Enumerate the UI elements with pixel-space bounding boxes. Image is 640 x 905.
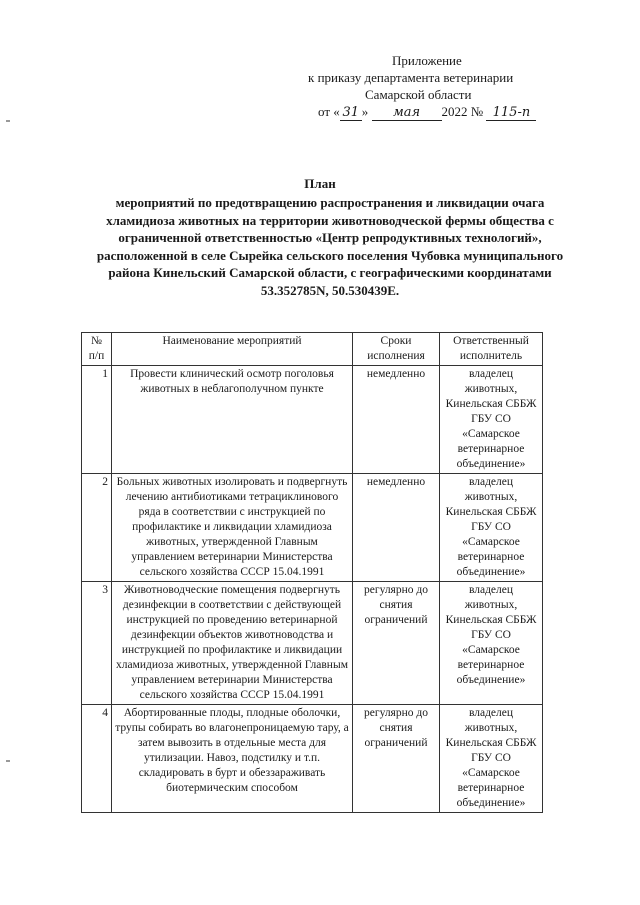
row-resp: владелец животных, Кинельская СББЖ ГБУ СО «Самарское ветеринарное объединение» [440,366,543,474]
appendix-region: Самарской области [365,87,472,102]
date-prefix: от « [318,104,340,119]
header-resp: Ответственный исполнитель [440,333,543,366]
row-term: регулярно до снятия ограничений [353,705,440,813]
header-term: Сроки исполнения [353,333,440,366]
date-year: 2022 № [441,104,484,119]
row-resp: владелец животных, Кинельская СББЖ ГБУ СО «Самарское ветеринарное объединение» [440,474,543,582]
date-mid: » [361,104,369,119]
table-row [82,582,543,705]
scan-speck [6,120,10,122]
appendix-order-ref: к приказу департамента ветеринарии [308,70,514,85]
row-name: Больных животных изолировать и подвергнуть лечению антибиотиками тетрациклинового ряда в соответствии с инструкцией по профилактике и ликвидации хламидиоза животных, утвержденной Главным управлением ветеринарии Министерства сельского хозяйства СССР 15.04.1991 [112,474,353,582]
table-row [82,366,543,474]
row-num: 2 [82,474,112,582]
plan-title: План [304,176,336,191]
row-num: 1 [82,366,112,474]
row-name: Животноводческие помещения подвергнуть дезинфекции в соответствии с действующей инструкцией по проведению ветеринарной дезинфекции объектов животноводства и инструкцией по профилактике и ликвидации хламидиоза животных, утвержденной Главным управлением ветеринарии Министерства сельского хозяйства СССР 15.04.1991 [112,582,353,705]
row-term: немедленно [353,474,440,582]
date-day: 31 [340,106,362,121]
table-row [82,705,543,813]
scan-speck [6,760,10,762]
appendix-title: Приложение [392,53,462,68]
plan-description: мероприятий по предотвращению распространения и ликвидации очага хламидиоза животных на территории животноводческой фермы общества с ограниченной ответственностью «Центр репродуктивных технологий», расположенной в селе Сырейка сельского поселения Чубовка муниципального района Кинельский Самарской области, с географическими координатами 53.352785N, 50.530439E. [96,195,564,298]
row-name: Провести клинический осмотр поголовья животных в неблагополучном пункте [112,366,353,474]
appendix-date-line [300,103,600,121]
table-header-row [82,333,543,366]
measures-table [81,332,543,813]
table-row [82,474,543,582]
row-num: 4 [82,705,112,813]
header-num: № п/п [82,333,112,366]
row-name: Абортированные плоды, плодные оболочки, трупы собирать во влагонепроницаемую тару, а затем вывозить в отдельные места для утилизации. Навоз, подстилку и т.п. складировать в бурт и обеззараживать биотермическим способом [112,705,353,813]
date-month: мая [372,106,442,121]
row-resp: владелец животных, Кинельская СББЖ ГБУ СО «Самарское ветеринарное объединение» [440,705,543,813]
row-resp: владелец животных, Кинельская СББЖ ГБУ СО «Самарское ветеринарное объединение» [440,582,543,705]
appendix-block [300,52,600,121]
order-number: 115-п [486,106,536,121]
row-term: немедленно [353,366,440,474]
row-num: 3 [82,582,112,705]
header-name: Наименование мероприятий [112,333,353,366]
row-term: регулярно до снятия ограничений [353,582,440,705]
